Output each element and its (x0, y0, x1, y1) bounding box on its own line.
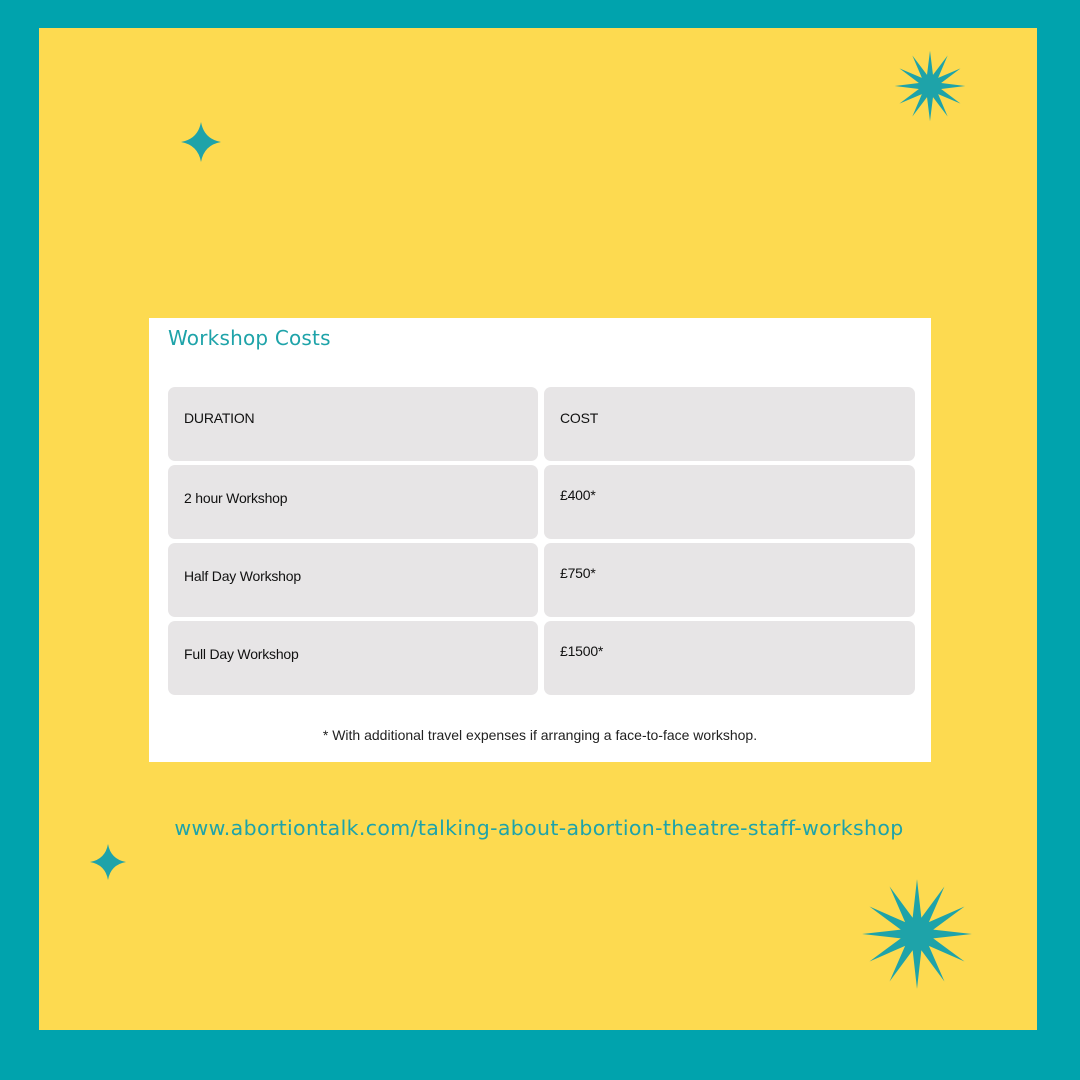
cost-cell: £400* (544, 465, 915, 539)
duration-cell: Full Day Workshop (168, 621, 538, 695)
poster-background (39, 28, 1037, 1030)
cost-cell: £750* (544, 543, 915, 617)
duration-cell: Half Day Workshop (168, 543, 538, 617)
header-duration: DURATION (168, 387, 538, 461)
cost-cell: £1500* (544, 621, 915, 695)
duration-cell: 2 hour Workshop (168, 465, 538, 539)
card-title: Workshop Costs (168, 326, 331, 350)
sparkle-icon (90, 844, 126, 880)
starburst-icon (894, 50, 966, 122)
footnote: * With additional travel expenses if arranging a face-to-face workshop. (322, 727, 758, 743)
table-row (168, 621, 915, 695)
table-row (168, 465, 915, 539)
website-url: www.abortiontalk.com/talking-about-abortion-theatre-staff-workshop (174, 816, 904, 840)
costs-table (168, 387, 915, 699)
workshop-costs-card (149, 318, 931, 762)
table-header-row (168, 387, 915, 461)
table-row (168, 543, 915, 617)
sparkle-icon (181, 122, 221, 162)
starburst-icon (861, 878, 973, 990)
header-cost: COST (544, 387, 915, 461)
